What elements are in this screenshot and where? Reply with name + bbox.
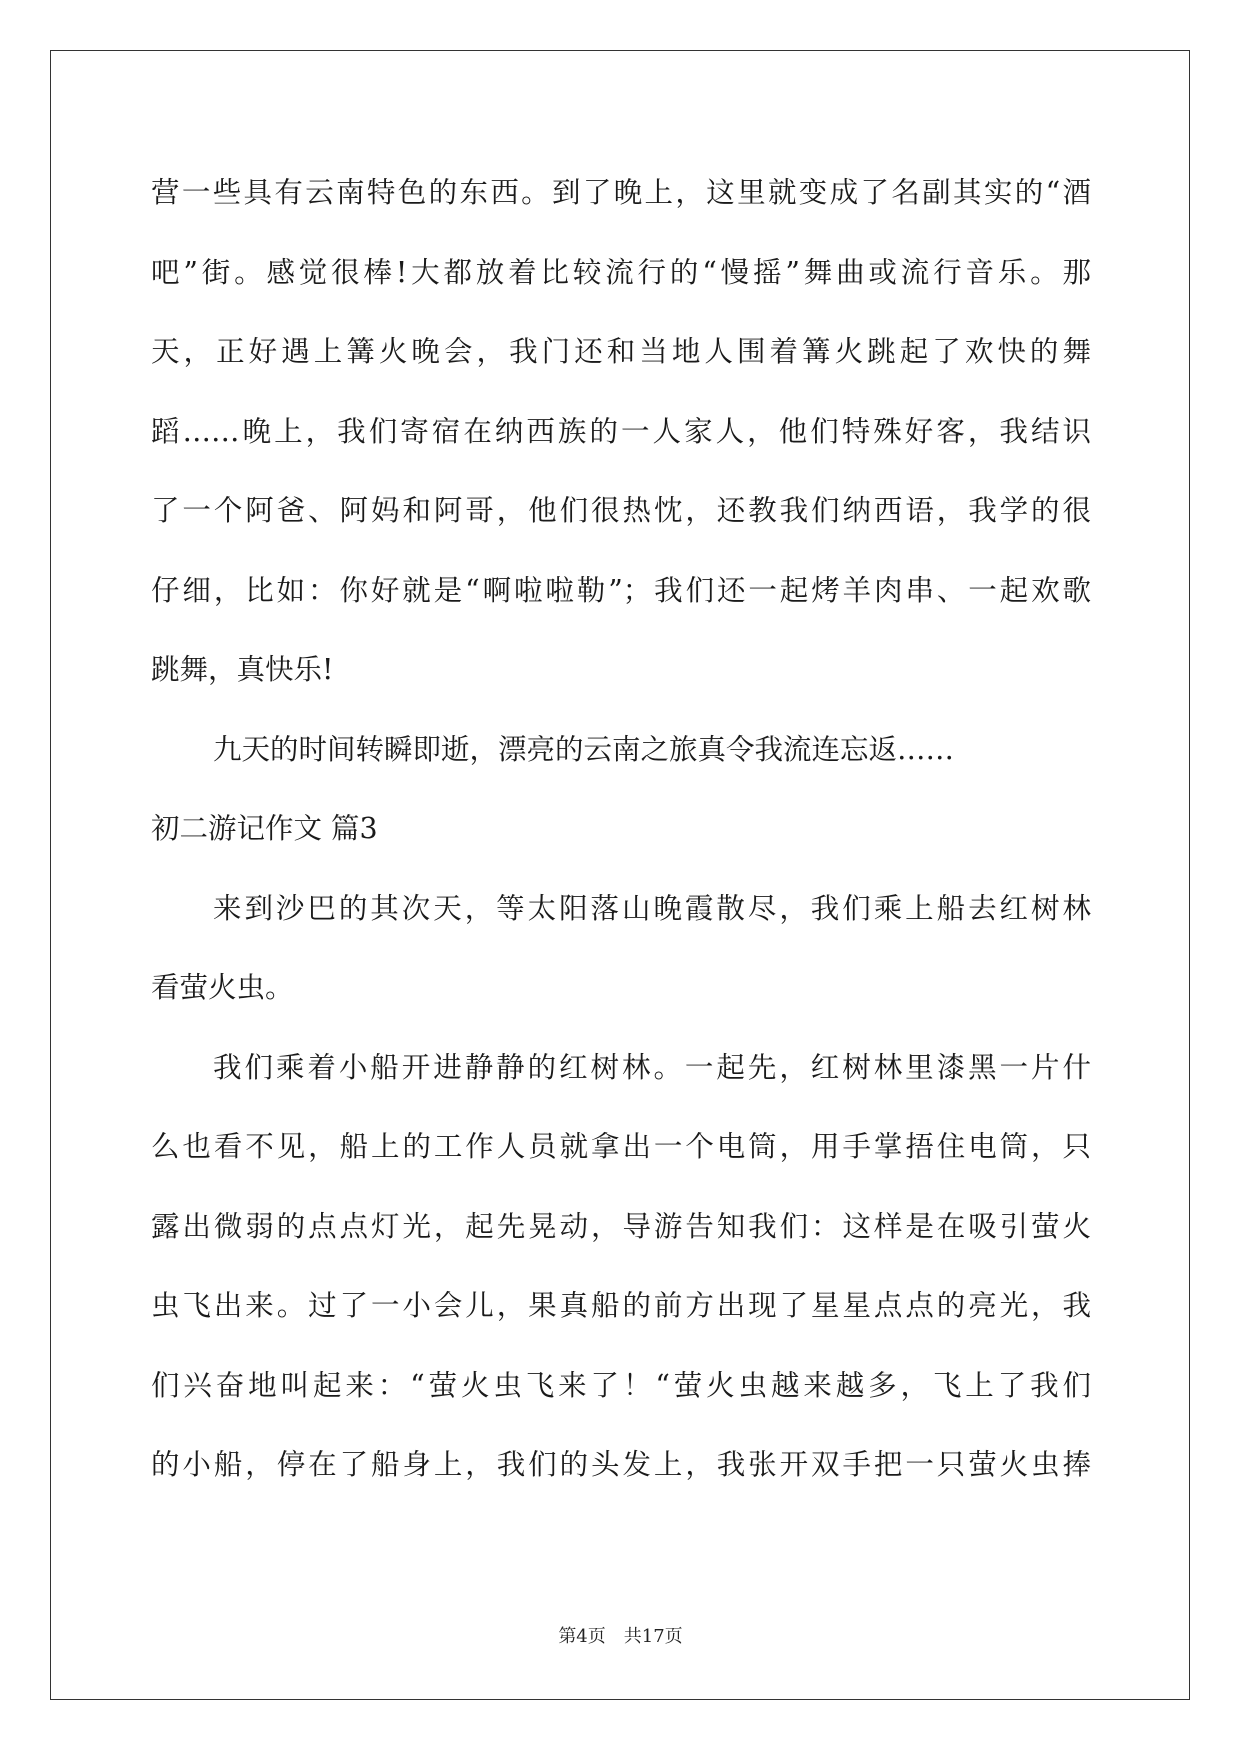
body-line: 仔细，比如：你好就是“啊啦啦勒”；我们还一起烤羊肉串、一起欢歌	[151, 573, 1091, 607]
body-line: 营一些具有云南特色的东西。到了晚上，这里就变成了名副其实的“酒	[151, 176, 1091, 209]
body-line: 蹈……晚上，我们寄宿在纳西族的一人家人，他们特殊好客，我结识	[151, 414, 1091, 448]
body-line: 么也看不见，船上的工作人员就拿出一个电筒，用手掌捂住电筒，只	[151, 1130, 1091, 1163]
total-pages: 共17页	[623, 1626, 683, 1647]
body-line: 跳舞，真快乐!	[151, 653, 334, 686]
document-body	[151, 163, 1091, 1515]
body-line: 的小船，停在了船身上，我们的头发上，我张开双手把一只萤火虫捧	[151, 1448, 1091, 1481]
current-page-number: 第4页	[558, 1626, 606, 1647]
paragraph-line: 九天的时间转瞬即逝，漂亮的云南之旅真令我流连忘返……	[213, 732, 955, 766]
body-line: 了一个阿爸、阿妈和阿哥，他们很热忱，还教我们纳西语，我学的很	[151, 494, 1091, 527]
body-line: 看萤火虫。	[151, 971, 294, 1004]
body-line: 虫飞出来。过了一小会儿，果真船的前方出现了星星点点的亮光，我	[151, 1289, 1091, 1322]
body-line: 露出微弱的点点灯光，起先晃动，导游告知我们：这样是在吸引萤火	[151, 1209, 1091, 1243]
section-heading: 初二游记作文 篇3	[151, 812, 378, 845]
paragraph-line: 我们乘着小船开进静静的红树林。一起先，红树林里漆黑一片什	[213, 1050, 1091, 1084]
body-line: 天，正好遇上篝火晚会，我门还和当地人围着篝火跳起了欢快的舞	[151, 335, 1091, 368]
page-footer	[0, 1622, 1241, 1648]
paragraph-line: 来到沙巴的其次天，等太阳落山晚霞散尽，我们乘上船去红树林	[213, 891, 1091, 925]
body-line: 吧”街。感觉很棒!大都放着比较流行的“慢摇”舞曲或流行音乐。那	[151, 255, 1091, 289]
body-line: 们兴奋地叫起来：“萤火虫飞来了！“萤火虫越来越多，飞上了我们	[151, 1368, 1091, 1402]
